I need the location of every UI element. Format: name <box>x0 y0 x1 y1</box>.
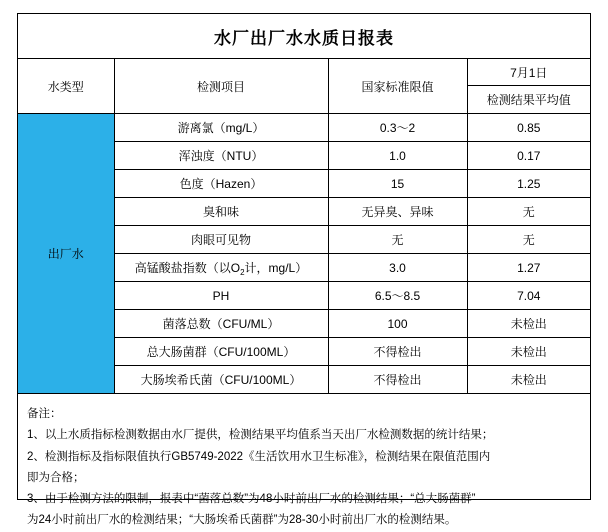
test-item-name <box>114 254 328 282</box>
standard-value: 无 <box>328 226 467 254</box>
test-item-name: 游离氯（mg/L） <box>114 114 328 142</box>
standard-value: 100 <box>328 310 467 338</box>
note-line: 即为合格； <box>27 471 85 484</box>
test-item-name: 臭和味 <box>114 198 328 226</box>
report-title-row <box>18 14 590 59</box>
test-item-name: PH <box>114 282 328 310</box>
result-value: 0.17 <box>467 142 590 170</box>
test-item-prefix: 高锰酸盐指数（以O <box>134 261 241 275</box>
result-value: 1.25 <box>467 170 590 198</box>
test-item-name: 肉眼可见物 <box>114 226 328 254</box>
test-item-name: 大肠埃希氏菌（CFU/100ML） <box>114 366 328 394</box>
standard-value: 3.0 <box>328 254 467 282</box>
test-item-name: 总大肠菌群（CFU/100ML） <box>114 338 328 366</box>
standard-value: 不得检出 <box>328 366 467 394</box>
result-value: 未检出 <box>467 310 590 338</box>
column-header-date: 7月1日 <box>467 59 590 86</box>
standard-value: 15 <box>328 170 467 198</box>
test-item-name: 色度（Hazen） <box>114 170 328 198</box>
table-header-row-1 <box>18 59 590 86</box>
result-value: 无 <box>467 226 590 254</box>
standard-value: 无异臭、异味 <box>328 198 467 226</box>
note-line: 3、由于检测方法的限制，报表中“菌落总数”为48小时前出厂水的检测结果；“总大肠菌群” <box>27 493 476 506</box>
standard-value: 不得检出 <box>328 338 467 366</box>
table-row <box>18 114 590 142</box>
note-line: 1、以上水质指标检测数据由水厂提供，检测结果平均值系当天出厂水检测数据的统计结果； <box>27 429 494 442</box>
test-item-name: 菌落总数（CFU/ML） <box>114 310 328 338</box>
result-value: 未检出 <box>467 366 590 394</box>
result-value: 1.27 <box>467 254 590 282</box>
result-value: 无 <box>467 198 590 226</box>
note-line: 为24小时前出厂水的检测结果；“大肠埃希氏菌群”为28-30小时前出厂水的检测结果。 <box>27 514 457 527</box>
test-item-suffix: 计，mg/L） <box>244 261 308 275</box>
result-value: 7.04 <box>467 282 590 310</box>
report-sheet <box>17 13 591 527</box>
water-type-value: 出厂水 <box>18 114 114 394</box>
column-header-water-type: 水类型 <box>18 59 114 114</box>
standard-value: 0.3～2 <box>328 114 467 142</box>
test-item-subscript: 2 <box>240 268 245 277</box>
standard-value: 6.5～8.5 <box>328 282 467 310</box>
test-item-name: 浑浊度（NTU） <box>114 142 328 170</box>
note-line: 2、检测指标及指标限值执行GB5749-2022《生活饮用水卫生标准》，检测结果在限值范围内 <box>27 450 491 463</box>
result-value: 0.85 <box>467 114 590 142</box>
standard-value: 1.0 <box>328 142 467 170</box>
water-quality-table <box>18 59 590 394</box>
column-header-test-item: 检测项目 <box>114 59 328 114</box>
result-value: 未检出 <box>467 338 590 366</box>
column-header-result-average: 检测结果平均值 <box>467 86 590 114</box>
note-line: 备注： <box>27 408 62 420</box>
page-title: 水厂出厂水水质日报表 <box>214 28 394 48</box>
column-header-national-standard: 国家标准限值 <box>328 59 467 114</box>
